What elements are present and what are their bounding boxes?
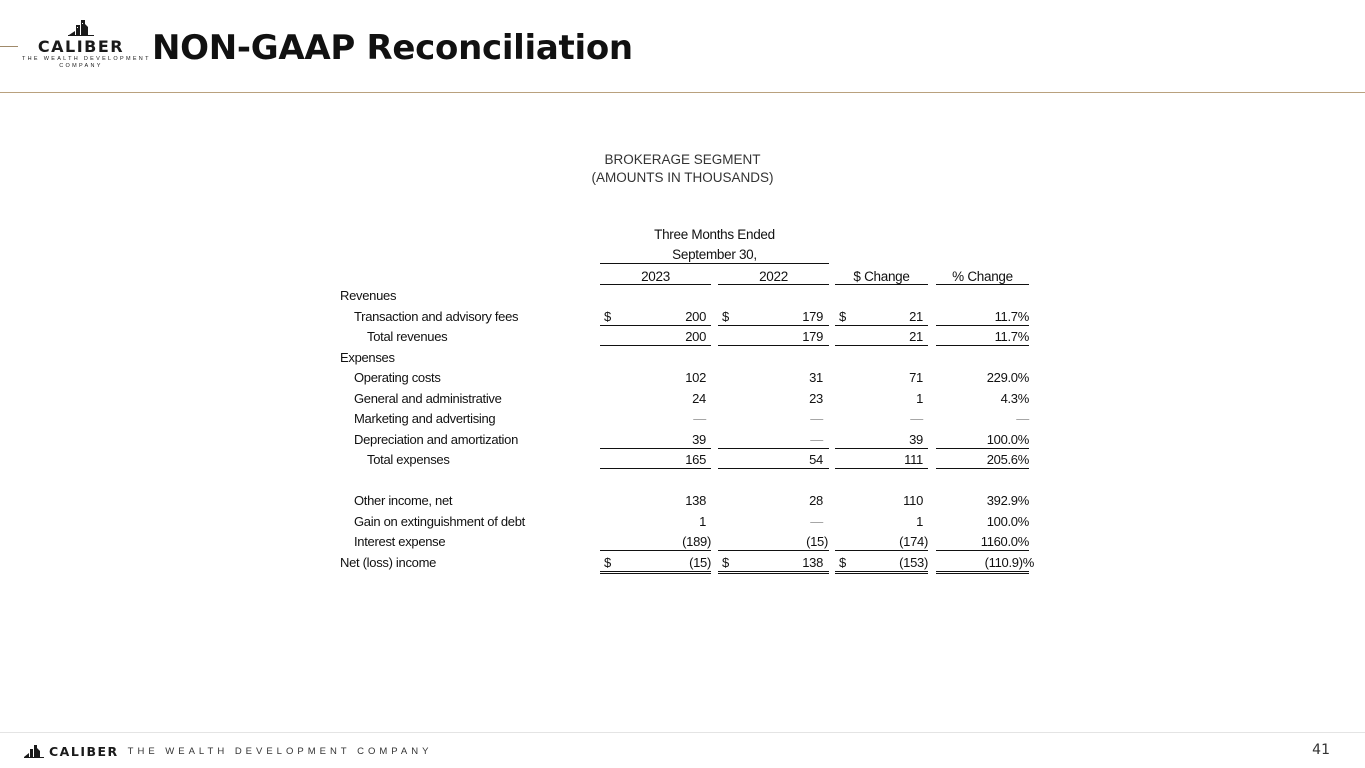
col-header-2023: 2023	[641, 269, 670, 284]
building-icon	[68, 18, 94, 36]
col-header-pct-change: % Change	[952, 269, 1013, 284]
cell-underline	[600, 325, 711, 326]
building-icon	[24, 744, 44, 758]
row-label: Expenses	[340, 349, 395, 365]
cell-pct-change: 11.7%	[994, 329, 1029, 344]
cell-2023: 24	[692, 390, 706, 406]
cell-dollar-change: 21	[909, 308, 923, 324]
col-underline	[936, 284, 1029, 285]
cell-dollar-change: 1	[916, 513, 923, 529]
footer-divider	[0, 732, 1365, 733]
cell-dollar-change: 111	[904, 452, 923, 467]
cell-2023: 165	[685, 452, 706, 467]
cell-underline	[936, 325, 1029, 326]
currency-symbol: $	[722, 554, 729, 570]
footer-tagline: THE WEALTH DEVELOPMENT COMPANY	[127, 745, 433, 757]
period-date: September 30,	[672, 247, 757, 262]
page-number: 41	[1312, 742, 1330, 758]
cell-underline	[936, 448, 1029, 449]
cell-pct-change	[909, 471, 1029, 491]
cell-2022: —	[810, 513, 823, 529]
logo-tagline-1: THE WEALTH DEVELOPMENT	[22, 56, 151, 62]
cell-dollar-change: 110	[903, 493, 923, 508]
currency-symbol: $	[722, 308, 729, 324]
col-underline	[718, 284, 829, 285]
segment-title: BROKERAGE SEGMENT	[604, 152, 761, 167]
cell-pct-change: 1160.0%	[980, 534, 1029, 549]
row-label: Interest expense	[354, 534, 446, 549]
footer-logo	[24, 742, 432, 760]
cell-underline	[936, 468, 1029, 469]
row-label: Transaction and advisory fees	[354, 308, 519, 324]
row-label: Total expenses	[367, 452, 450, 467]
header-accent-line	[0, 46, 18, 47]
col-header-dollar-change: $ Change	[853, 269, 910, 284]
header-divider	[0, 92, 1365, 93]
period-underline	[600, 263, 829, 264]
logo-brand: CALIBER	[37, 37, 125, 56]
cell-dollar-change: 21	[909, 329, 923, 344]
cell-2023: 102	[685, 370, 706, 385]
cell-dollar-change: —	[910, 411, 923, 426]
col-header-2022: 2022	[759, 269, 788, 284]
cell-2022: 23	[809, 390, 823, 406]
col-underline	[835, 284, 928, 285]
currency-symbol: $	[839, 308, 846, 324]
row-label: Net (loss) income	[340, 554, 437, 570]
cell-double-underline	[600, 571, 711, 574]
cell-2023: 1	[699, 513, 706, 529]
cell-2023: (189)	[682, 534, 711, 549]
currency-symbol: $	[839, 554, 846, 570]
cell-dollar-change	[803, 348, 923, 368]
cell-2022: 138	[802, 554, 823, 570]
cell-double-underline	[936, 571, 1029, 574]
cell-pct-change: 100.0%	[986, 513, 1029, 529]
cell-2023: —	[693, 411, 706, 426]
cell-2023: (15)	[689, 554, 711, 570]
logo-tagline-2: COMPANY	[59, 63, 103, 69]
row-label: Marketing and advertising	[354, 411, 496, 426]
cell-2023: 200	[685, 308, 706, 324]
cell-pct-change: (110.9)%	[984, 554, 1034, 570]
cell-pct-change: 100.0%	[986, 431, 1029, 447]
cell-underline	[600, 448, 711, 449]
currency-symbol: $	[604, 308, 611, 324]
cell-dollar-change: 71	[909, 370, 923, 385]
cell-2022: 179	[802, 329, 823, 344]
cell-pct-change: 229.0%	[986, 370, 1029, 385]
cell-dollar-change: 39	[909, 431, 923, 447]
cell-2023: 200	[685, 329, 706, 344]
cell-pct-change: 4.3%	[1000, 390, 1029, 406]
cell-pct-change: —	[1016, 411, 1029, 426]
cell-pct-change: 205.6%	[986, 452, 1029, 467]
row-label: Revenues	[340, 288, 397, 303]
cell-pct-change: 11.7%	[994, 308, 1029, 324]
cell-underline	[600, 345, 711, 346]
currency-symbol: $	[604, 554, 611, 570]
row-label: General and administrative	[354, 390, 502, 406]
cell-2023	[586, 471, 706, 491]
cell-2023	[586, 286, 706, 306]
segment-subtitle: (AMOUNTS IN THOUSANDS)	[591, 170, 774, 185]
cell-dollar-change: 1	[916, 390, 923, 406]
cell-2023	[586, 348, 706, 368]
row-label: Gain on extinguishment of debt	[354, 513, 525, 529]
cell-underline	[936, 550, 1029, 551]
cell-pct-change	[909, 348, 1029, 368]
cell-2022: (15)	[806, 534, 828, 549]
footer-brand: CALIBER	[49, 743, 119, 759]
col-underline	[600, 284, 711, 285]
row-label: Other income, net	[354, 493, 453, 508]
page-title: NON-GAAP Reconciliation	[152, 28, 633, 68]
cell-dollar-change	[803, 286, 923, 306]
caliber-logo	[22, 18, 151, 74]
row-label: Operating costs	[354, 370, 441, 385]
cell-pct-change: 392.9%	[986, 493, 1029, 508]
cell-2022: 179	[802, 308, 823, 324]
cell-2022: —	[810, 411, 823, 426]
row-label: Depreciation and amortization	[354, 431, 519, 447]
cell-dollar-change: (174)	[899, 534, 928, 549]
period-label: Three Months Ended	[654, 227, 775, 242]
cell-dollar-change: (153)	[899, 554, 928, 570]
cell-pct-change	[909, 286, 1029, 306]
cell-2023: 138	[685, 493, 706, 508]
cell-2022: —	[810, 431, 823, 447]
cell-dollar-change	[803, 471, 923, 491]
cell-underline	[600, 550, 711, 551]
cell-2022: 54	[809, 452, 823, 467]
cell-2023: 39	[692, 431, 706, 447]
cell-underline	[936, 345, 1029, 346]
cell-2022: 28	[809, 493, 823, 508]
cell-2022: 31	[809, 370, 823, 385]
cell-underline	[600, 468, 711, 469]
row-label: Total revenues	[367, 329, 448, 344]
